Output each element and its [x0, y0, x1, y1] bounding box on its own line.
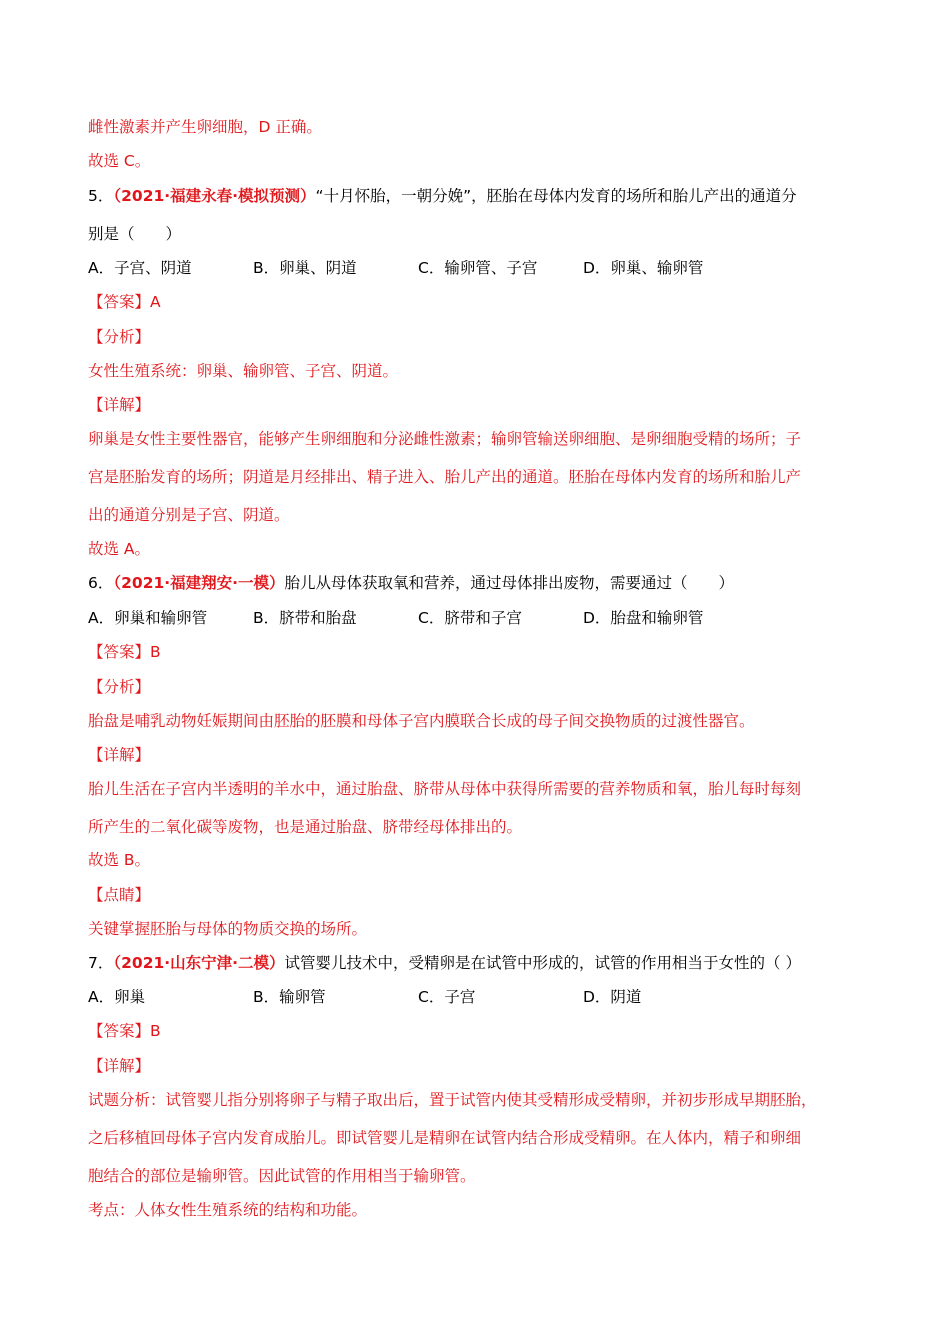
q5-detail-line1: 卵巢是女性主要性器官，能够产生卵细胞和分泌雌性激素；输卵管输送卵细胞、是卵细胞受精的场所；子 — [88, 430, 802, 448]
q5-option-c: C．输卵管、子宫 — [418, 259, 538, 277]
q5-detail-label: 【详解】 — [88, 396, 151, 414]
q6-comment-label: 【点睛】 — [88, 886, 151, 904]
q5-option-b: B．卵巢、阴道 — [253, 259, 357, 277]
q6-option-d: D．胎盘和输卵管 — [583, 609, 704, 627]
q6-number: 6． — [88, 574, 114, 592]
q6-source: （2021·福建翔安·一模） — [113, 574, 285, 592]
q6-choice: 故选 B。 — [88, 851, 151, 869]
q6-option-a: A．卵巢和输卵管 — [88, 609, 208, 627]
q5-answer: 【答案】A — [88, 293, 161, 311]
q7-number: 7． — [88, 954, 114, 972]
q4-choice: 故选 C。 — [88, 152, 151, 170]
q6-detail-line1: 胎儿生活在子宫内半透明的羊水中，通过胎盘、脐带从母体中获得所需要的营养物质和氧，胎儿每时每刻 — [88, 780, 802, 798]
q5-option-a: A．子宫、阴道 — [88, 259, 192, 277]
q6-option-b: B．脐带和胎盘 — [253, 609, 357, 627]
q7-option-b: B．输卵管 — [253, 988, 326, 1006]
q5-choice: 故选 A。 — [88, 540, 151, 558]
q7-detail-line1: 试题分析：试管婴儿指分别将卵子与精子取出后，置于试管内使其受精形成受精卵，并初步形成早期胚胎， — [88, 1091, 817, 1109]
q7-answer: 【答案】B — [88, 1022, 161, 1040]
q5-stem-text: “十月怀胎，一朝分娩”，胚胎在母体内发育的场所和胎儿产出的通道分 — [315, 187, 797, 205]
q7-stem — [88, 953, 801, 973]
q6-analysis: 胎盘是哺乳动物妊娠期间由胚胎的胚膜和母体子宫内膜联合长成的母子间交换物质的过渡性器官。 — [88, 712, 755, 730]
q5-stem — [88, 186, 797, 206]
q7-detail-line2: 之后移植回母体子宫内发育成胎儿。即试管婴儿是精卵在试管内结合形成受精卵。在人体内，精子和卵细 — [88, 1129, 802, 1147]
q5-option-d: D．卵巢、输卵管 — [583, 259, 704, 277]
q6-option-c: C．脐带和子宫 — [418, 609, 522, 627]
q7-option-d: D．阴道 — [583, 988, 642, 1006]
q7-option-c: C．子宫 — [418, 988, 476, 1006]
q7-point: 考点：人体女性生殖系统的结构和功能。 — [88, 1201, 368, 1219]
q4-explanation-tail: 雌性激素并产生卵细胞，D 正确。 — [88, 118, 322, 136]
q6-stem-text: 胎儿从母体获取氧和营养，通过母体排出废物，需要通过（ ） — [284, 574, 735, 592]
q5-analysis: 女性生殖系统：卵巢、输卵管、子宫、阴道。 — [88, 362, 399, 380]
q6-detail-label: 【详解】 — [88, 746, 151, 764]
q6-analysis-label: 【分析】 — [88, 678, 151, 696]
q5-analysis-label: 【分析】 — [88, 328, 151, 346]
q7-source: （2021·山东宁津·二模） — [113, 954, 285, 972]
q5-detail-line3: 出的通道分别是子宫、阴道。 — [88, 506, 290, 524]
q7-option-a: A．卵巢 — [88, 988, 146, 1006]
q7-stem-text: 试管婴儿技术中，受精卵是在试管中形成的，试管的作用相当于女性的（ ） — [284, 954, 801, 972]
q6-detail-line2: 所产生的二氧化碳等废物，也是通过胎盘、脐带经母体排出的。 — [88, 818, 523, 836]
q5-number: 5． — [88, 187, 114, 205]
q7-detail-label: 【详解】 — [88, 1057, 151, 1075]
q5-source: （2021·福建永春·模拟预测） — [113, 187, 316, 205]
q6-comment: 关键掌握胚胎与母体的物质交换的场所。 — [88, 920, 368, 938]
q7-detail-line3: 胞结合的部位是输卵管。因此试管的作用相当于输卵管。 — [88, 1167, 476, 1185]
q6-answer: 【答案】B — [88, 643, 161, 661]
q6-stem — [88, 573, 734, 593]
q5-detail-line2: 宫是胚胎发育的场所；阴道是月经排出、精子进入、胎儿产出的通道。胚胎在母体内发育的场所和胎儿产 — [88, 468, 802, 486]
q5-stem-line2: 别是（ ） — [88, 225, 182, 243]
